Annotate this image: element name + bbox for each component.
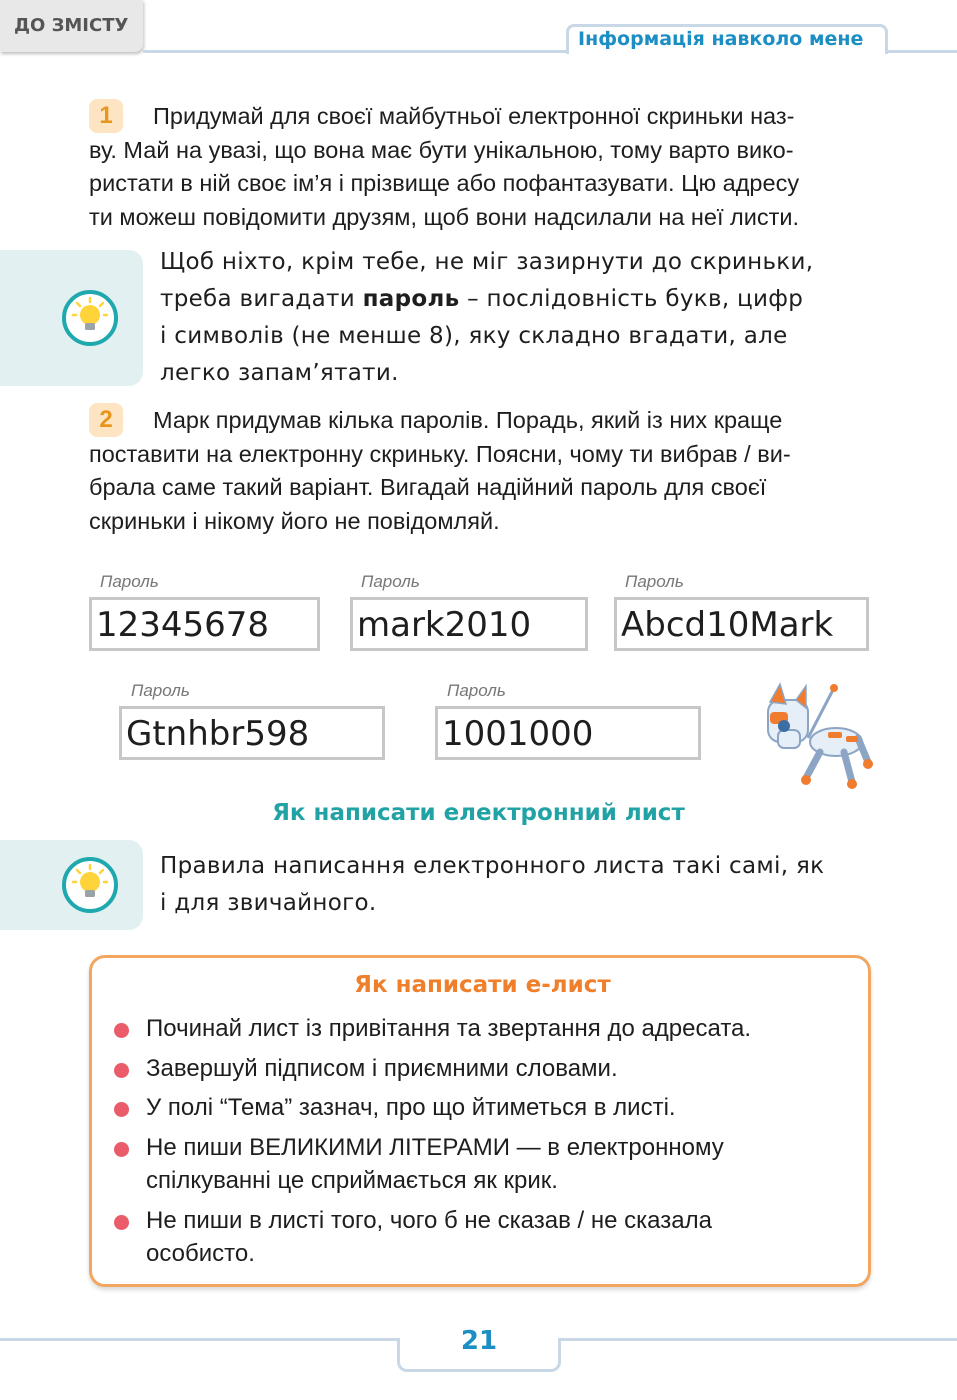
tip-2-line: і для звичайного.: [160, 890, 377, 916]
bullet-icon: [114, 1215, 129, 1230]
task-1-line: ву. Май на увазі, що вона має бути унікальною, тому варто вико-: [89, 136, 794, 163]
lightbulb-icon: [62, 290, 118, 346]
rule-item: [146, 1012, 836, 1045]
password-field[interactable]: Abcd10Mark: [614, 597, 869, 651]
rule-line: спілкуванні це сприймається як крик.: [146, 1167, 558, 1194]
password-label: Пароль: [625, 572, 684, 591]
password-term: пароль: [362, 286, 460, 312]
bullet-icon: [114, 1102, 129, 1117]
password-field[interactable]: 1001000: [435, 706, 701, 760]
tip-1-line: Щоб ніхто, крім тебе, не міг зазирнути до скриньки,: [160, 249, 814, 275]
tip-1-line-part: – послідовність букв, цифр: [459, 286, 804, 312]
rule-line: У полі “Тема” зазнач, про що йтиметься в листі.: [146, 1094, 676, 1121]
rule-line: Не пиши ВЕЛИКИМИ ЛІТЕРАМИ — в електронному: [146, 1134, 724, 1161]
rule-line: Не пиши в листі того, чого б не сказав / не сказала: [146, 1207, 712, 1234]
rule-item: [146, 1052, 836, 1085]
rule-line: Починай лист із привітання та звертання до адресата.: [146, 1015, 752, 1042]
task-2-line: поставити на електронну скриньку. Поясни, чому ти вибрав / ви-: [89, 440, 791, 467]
section-title: Інформація навколо мене: [578, 28, 864, 50]
task-1-line: Придумай для своєї майбутньої електронної скриньки наз-: [153, 103, 795, 129]
bullet-icon: [114, 1063, 129, 1078]
task-1-number: 1: [89, 99, 123, 133]
task-2-line: брала саме такий варіант. Вигадай надійний пароль для своєї: [89, 474, 767, 500]
robot-dog-illustration: [748, 680, 873, 800]
tip-1-line-part: треба вигадати: [160, 286, 363, 312]
bullet-icon: [114, 1142, 129, 1157]
password-label: Пароль: [131, 681, 190, 700]
tip-1-line: легко запам’ятати.: [160, 360, 399, 386]
task-2-number: 2: [89, 403, 123, 437]
rule-line: Завершуй підписом і приємними словами.: [146, 1055, 618, 1082]
tip-1-text: [160, 244, 870, 392]
task-2-line: скриньки і нікому його не повідомляй.: [89, 507, 500, 534]
rule-item: [146, 1091, 836, 1124]
page-number: 21: [460, 1326, 498, 1356]
tip-1-line: [160, 281, 870, 318]
password-field[interactable]: Gtnhbr598: [119, 706, 385, 760]
footer-divider: [0, 1338, 400, 1341]
rule-item: [146, 1131, 836, 1197]
password-label: Пароль: [447, 681, 506, 700]
task-2-text: [89, 404, 871, 538]
rule-line: особисто.: [146, 1240, 255, 1267]
task-1-line: ти можеш повідомити друзям, щоб вони надсилали на неї листи.: [89, 203, 800, 230]
tip-2-line: Правила написання електронного листа такі самі, як: [160, 853, 825, 879]
rule-item: [146, 1204, 836, 1270]
footer-divider: [558, 1338, 957, 1341]
rules-title: Як написати е-лист: [354, 972, 611, 998]
section-heading: Як написати електронний лист: [272, 800, 685, 826]
task-1-text: [89, 100, 871, 234]
bullet-icon: [114, 1023, 129, 1038]
password-field[interactable]: mark2010: [350, 597, 588, 651]
password-label: Пароль: [100, 572, 159, 591]
task-2-line: Марк придумав кілька паролів. Порадь, який із них краще: [153, 407, 783, 433]
tip-2-text: [160, 848, 870, 922]
lightbulb-icon: [62, 857, 118, 913]
tip-1-line: і символів (не менше 8), яку складно вгадати, але: [160, 323, 788, 349]
task-1-line: ристати в ній своє ім’я і прізвище або пофантазувати. Цю адресу: [89, 170, 800, 196]
password-label: Пароль: [361, 572, 420, 591]
toc-link[interactable]: ДО ЗМІСТУ: [0, 0, 143, 52]
password-field[interactable]: 12345678: [89, 597, 320, 651]
